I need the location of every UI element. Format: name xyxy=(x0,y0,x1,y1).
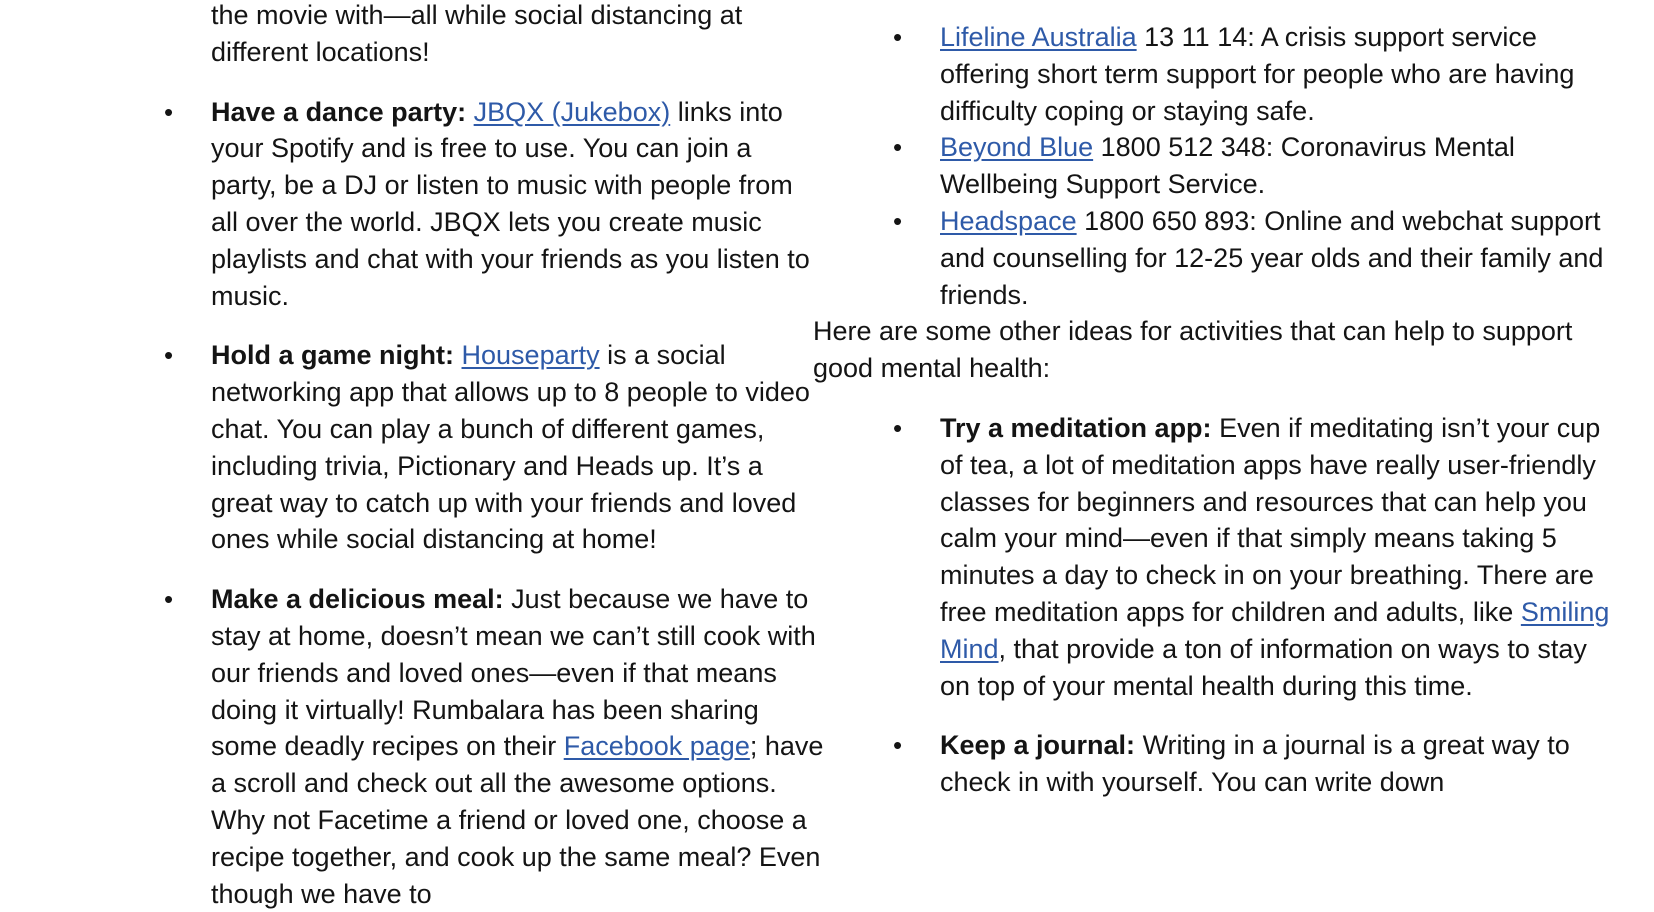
headspace-link[interactable]: Headspace xyxy=(940,205,1077,236)
item-heading: Keep a journal: xyxy=(940,730,1136,761)
support-services-list xyxy=(893,19,1613,313)
item-text: , that provide a ton of information on ways to stay on top of your mental health during this time. xyxy=(940,633,1587,701)
service-text: 1800 650 893: Online and webchat support and counselling for 12-25 year olds and their family and friends. xyxy=(940,205,1604,310)
service-text: 1800 512 348: Coronavirus Mental Wellbeing Support Service. xyxy=(940,132,1515,200)
list-item-lifeline xyxy=(893,19,1613,129)
right-column xyxy=(813,19,1613,801)
list-item-meditation xyxy=(893,410,1613,704)
item-text: Just because we have to stay at home, doesn’t mean we can’t still cook with our friends and loved ones—even if that means doing it virtually! Rumbalara has been sharing some deadly recipes on their xyxy=(211,584,816,762)
jbqx-link[interactable]: JBQX (Jukebox) xyxy=(473,96,671,127)
beyond-blue-link[interactable]: Beyond Blue xyxy=(940,132,1094,163)
item-heading: Try a meditation app: xyxy=(940,412,1212,443)
list-item-journal xyxy=(893,727,1613,801)
list-item-delicious-meal xyxy=(164,581,824,912)
service-text: 13 11 14: A crisis support service offering short term support for people who are having difficulty coping or staying safe. xyxy=(940,22,1575,126)
carryover-paragraph: the movie with—all while social distancing at different locations! xyxy=(211,0,743,67)
list-item-dance-party xyxy=(164,94,824,315)
houseparty-link[interactable]: Houseparty xyxy=(461,340,600,371)
left-column xyxy=(164,0,824,912)
item-text: ; have a scroll and check out all the awesome options. Why not Facetime a friend or loved one, choose a recipe together, and cook up the same meal? Even though we have to xyxy=(211,731,824,909)
facebook-page-link[interactable]: Facebook page xyxy=(563,731,750,762)
item-text: links into your Spotify and is free to use. You can join a party, be a DJ or listen to music with people from all over the world. JBQX lets you create music playlists and chat with your friends as you listen to music. xyxy=(211,96,810,311)
smiling-mind-link[interactable]: Smiling Mind xyxy=(940,596,1610,664)
list-item-beyond-blue xyxy=(893,129,1613,203)
intro-paragraph: Here are some other ideas for activities that can help to support good mental health: xyxy=(813,316,1573,384)
list-item-headspace xyxy=(893,203,1613,313)
item-heading: Hold a game night: xyxy=(211,340,454,371)
item-text: Writing in a journal is a great way to check in with yourself. You can write down xyxy=(940,730,1570,798)
lifeline-australia-link[interactable]: Lifeline Australia xyxy=(940,22,1137,52)
activity-list-left xyxy=(164,94,824,912)
mental-health-activities-list xyxy=(893,410,1613,801)
item-text: Even if meditating isn’t your cup of tea, a lot of meditation apps have really user-friendly classes for beginners and resources that can help you calm your mind—even if that simply means taking 5 minutes a day to check in on your breathing. There are free meditation apps for children and adults, like xyxy=(940,412,1601,627)
item-heading: Make a delicious meal: xyxy=(211,584,504,615)
item-heading: Have a dance party: xyxy=(211,96,467,127)
list-item-game-night xyxy=(164,337,824,558)
item-text: is a social networking app that allows up to 8 people to video chat. You can play a bunch of different games, including trivia, Pictionary and Heads up. It’s a great way to catch up with your friends and loved ones while social distancing at home! xyxy=(211,340,810,555)
